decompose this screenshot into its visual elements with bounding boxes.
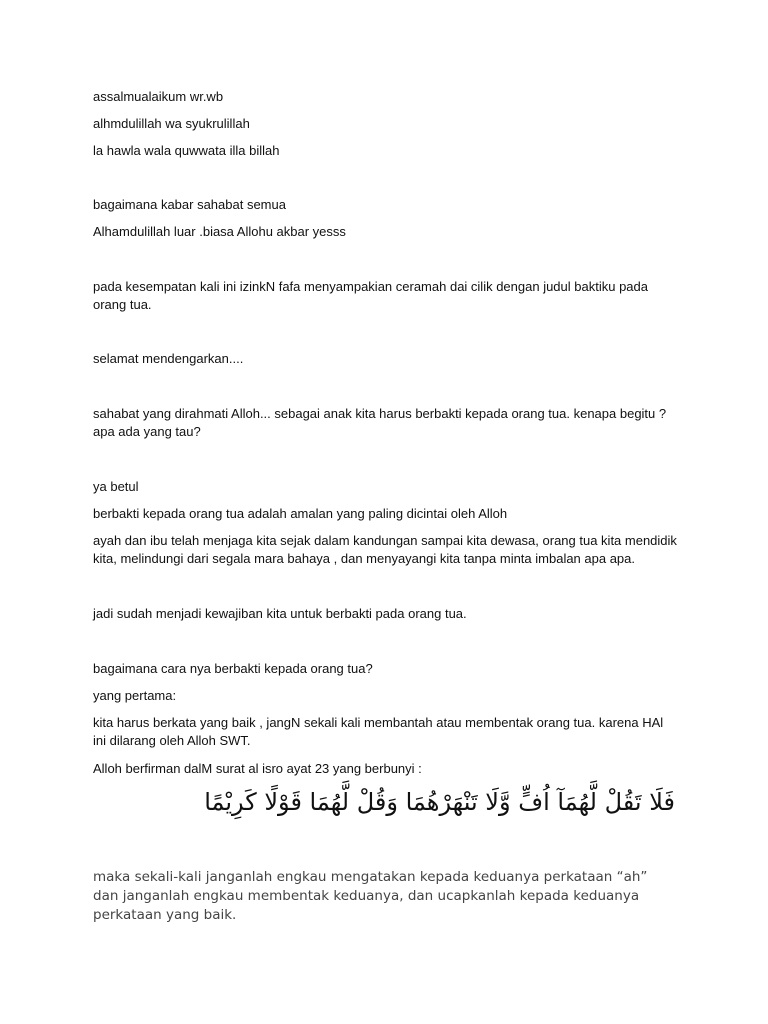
speak-good-paragraph: kita harus berkata yang baik , jangN sekali kali membantah atau membentak orang tua. karena HAl ini dilarang oleh Alloh SWT. xyxy=(93,715,664,748)
beloved-deed-line: berbakti kepada orang tua adalah amalan yang paling dicintai oleh Alloh xyxy=(93,506,508,521)
praise-line: alhmdulillah wa syukrulillah xyxy=(93,116,250,131)
response-line: Alhamdulillah luar .biasa Allohu akbar yesss xyxy=(93,224,346,239)
listen-line: selamat mendengarkan.... xyxy=(93,351,244,366)
affirm-line: ya betul xyxy=(93,479,139,494)
how-question-line: bagaimana cara nya berbakti kepada orang tua? xyxy=(93,661,373,676)
arabic-verse: فَلَا تَقُلْ لَّهُمَآ اُفٍّ وَّلَا تَنْهَرْهُمَا وَقُلْ لَّهُمَا قَوْلًا كَرِيْمًا xyxy=(204,788,675,816)
verse-intro-line: Alloh berfirman dalM surat al isro ayat 23 yang berbunyi : xyxy=(93,761,422,776)
greeting-line: assalmualaikum wr.wb xyxy=(93,89,224,104)
verse-translation: maka sekali-kali janganlah engkau mengatakan kepada keduanya perkataan “ah” dan janganlah engkau membentak keduanya, dan ucapkanlah kepada keduanya perkataan yang baik. xyxy=(93,869,648,923)
ask-news-line: bagaimana kabar sahabat semua xyxy=(93,197,286,212)
hawqala-line: la hawla wala quwwata illa billah xyxy=(93,143,280,158)
obligation-line: jadi sudah menjadi kewajiban kita untuk berbakti pada orang tua. xyxy=(93,606,467,621)
intro-paragraph: pada kesempatan kali ini izinkN fafa menyampakian ceramah dai cilik dengan judul baktiku pada orang tua. xyxy=(93,279,648,312)
first-point-line: yang pertama: xyxy=(93,688,177,703)
parents-care-paragraph: ayah dan ibu telah menjaga kita sejak dalam kandungan sampai kita dewasa, orang tua kita mendidik kita, melindungi dari segala mara bahaya , dan menyayangi kita tanpa minta imbalan apa apa. xyxy=(93,533,677,566)
question-paragraph: sahabat yang dirahmati Alloh... sebagai anak kita harus berbakti kepada orang tua. kenapa begitu ? apa ada yang tau? xyxy=(93,406,667,439)
